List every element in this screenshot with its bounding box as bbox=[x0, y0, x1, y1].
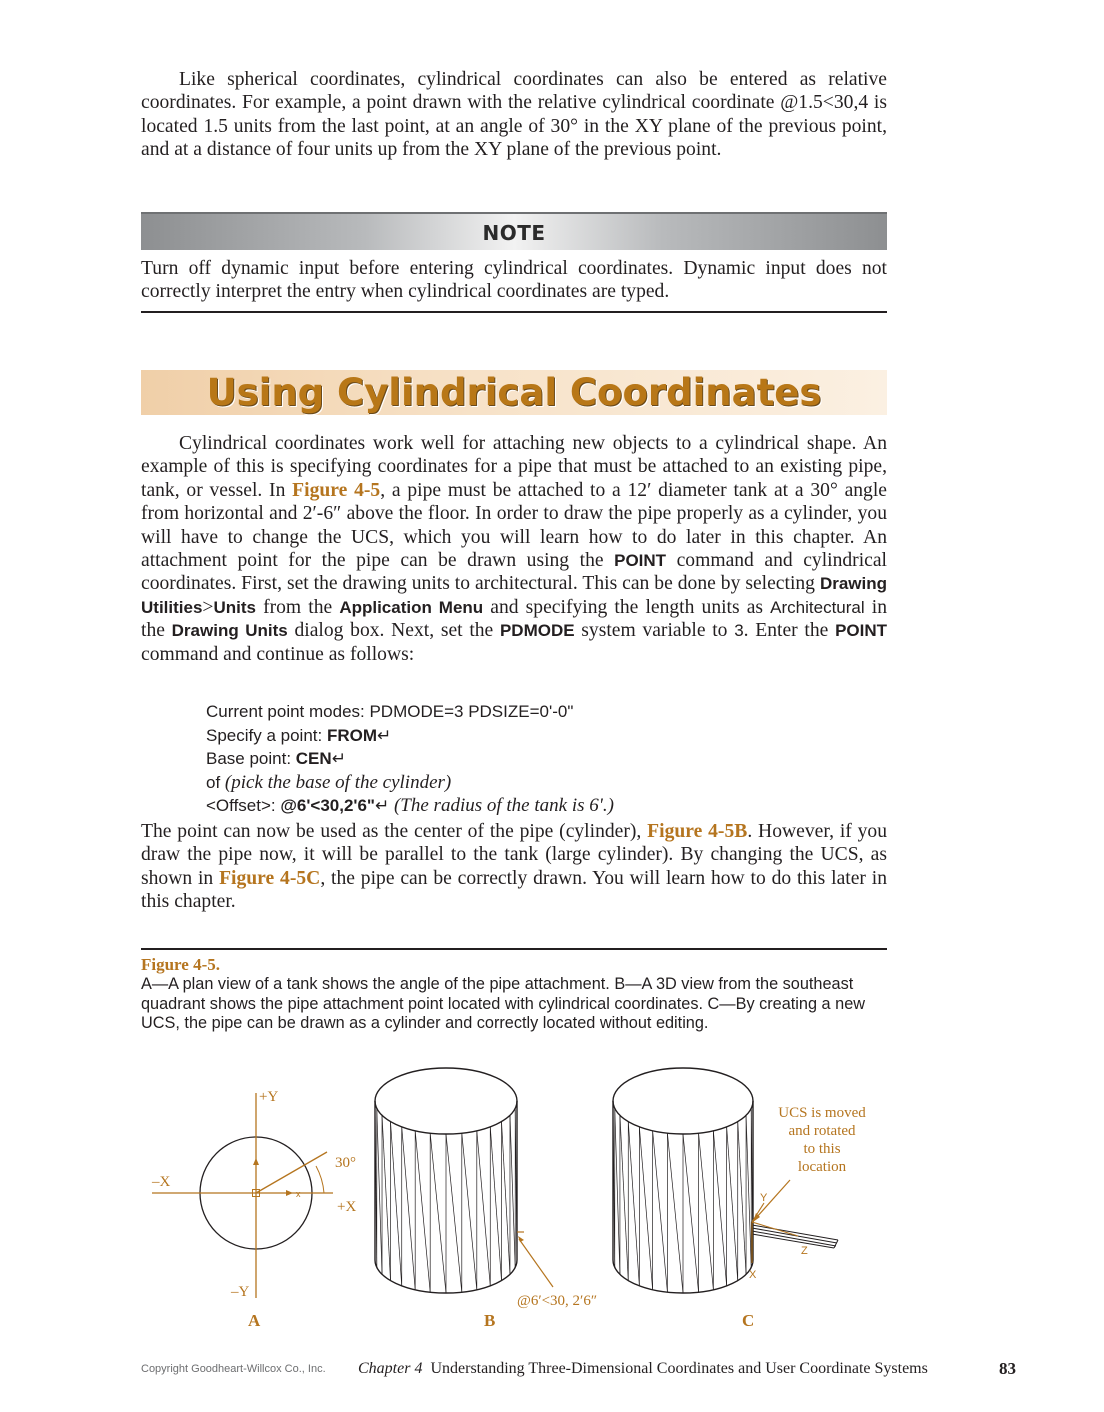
dialog-name: Drawing Units bbox=[171, 621, 288, 641]
user-input: @6'<30,2'6" bbox=[280, 796, 375, 815]
section-heading: Using Cylindrical Coordinates bbox=[206, 371, 822, 414]
tank-top-ellipse bbox=[375, 1068, 517, 1134]
chapter-title bbox=[358, 1360, 928, 1378]
prompt-text: <Offset>: bbox=[206, 796, 281, 815]
page-number: 83 bbox=[999, 1359, 1016, 1378]
angle-arc bbox=[316, 1166, 324, 1193]
body-text: , the pipe can be correctly drawn. You will learn how to do this later in this chapter. bbox=[141, 867, 887, 913]
body-text: command and continue as follows: bbox=[141, 643, 415, 665]
plus-y-label: +Y bbox=[259, 1089, 279, 1105]
user-input: CEN bbox=[295, 749, 332, 768]
panel-c-letter: C bbox=[742, 1311, 755, 1330]
figure-reference[interactable]: Figure 4-5C bbox=[219, 867, 321, 889]
minus-y-label: –Y bbox=[231, 1284, 250, 1300]
body-text: . However, if you draw the pipe now, it will be parallel to the tank (large cylinder). By changing the UCS, as shown in bbox=[141, 821, 888, 889]
enter-icon: ↵ bbox=[375, 796, 390, 815]
ucs-y-axis bbox=[752, 1203, 764, 1222]
pipe bbox=[752, 1225, 838, 1248]
tank-top-ellipse bbox=[613, 1068, 753, 1134]
menu-item: Drawing Utilities bbox=[141, 574, 887, 617]
ucs-x-label: X bbox=[749, 1269, 757, 1281]
body-text: system variable to bbox=[574, 620, 735, 642]
body-text: in the bbox=[141, 596, 887, 642]
callout-arrow-icon bbox=[518, 1236, 524, 1242]
variable-value: 3 bbox=[734, 621, 744, 641]
body-text: and specifying the length units as bbox=[483, 596, 771, 618]
figure-reference[interactable]: Figure 4-5B bbox=[647, 821, 748, 842]
panel-a-letter: A bbox=[248, 1311, 261, 1330]
minus-x-label: –X bbox=[152, 1174, 171, 1190]
chapter-number: Chapter 4 bbox=[358, 1360, 423, 1377]
copyright-text: Copyright Goodheart-Willcox Co., Inc. bbox=[141, 1363, 326, 1375]
menu-name: Application Menu bbox=[339, 597, 484, 617]
body-text: Cylindrical coordinates work well for attaching new objects to a cylindrical shape. An example of this is specifying coordinates for a pipe that must be attached to an existing pipe, tank, or vessel. In bbox=[141, 433, 887, 501]
body-text: . Enter the bbox=[743, 620, 836, 642]
ucs-z-label: Z bbox=[801, 1245, 808, 1257]
ucs-x-mark: x bbox=[296, 1189, 301, 1199]
note-text: Turn off dynamic input before entering cylindrical coordinates. Dynamic input does not correctly interpret the entry when cylindrical coordinates are typed. bbox=[141, 258, 887, 303]
intro-text: Like spherical coordinates, cylindrical coordinates can also be entered as relative coordinates. For example, a point drawn with the relative cylindrical coordinate @1.5<30,4 is located 1.5 units from the last point, at an angle of 30° in the XY plane of the previous point, and at a distance of four units up from the XY plane of the previous point. bbox=[141, 69, 887, 161]
callout-leader bbox=[519, 1239, 553, 1287]
prompt-text: Specify a point: bbox=[206, 725, 327, 745]
body-text: from the bbox=[255, 596, 340, 618]
body-text: , a pipe must be attached to a 12′ diameter tank at a 30° angle from horizontal and 2′-6″ above the floor. In order to draw the pipe properly as a cylinder, you will have to change the UCS, which you will learn how to do later in this chapter. An attachment point for the pipe can be drawn using the bbox=[141, 479, 887, 572]
body-text: command and cylindrical coordinates. First, set the drawing units to architectural. This can be done by selecting bbox=[141, 550, 887, 595]
instruction-note: (pick the base of the cylinder) bbox=[224, 771, 452, 793]
option-value: Architectural bbox=[770, 597, 865, 617]
ucs-callout-line4: location bbox=[797, 1159, 847, 1175]
instruction-note: (The radius of the tank is 6'.) bbox=[393, 795, 614, 816]
angle-label: 30° bbox=[335, 1155, 356, 1171]
panel-b-letter: B bbox=[484, 1311, 496, 1330]
ucs-y-arrow-icon bbox=[253, 1158, 259, 1165]
ucs-y-label: Y bbox=[760, 1192, 768, 1204]
tank-3d-c bbox=[613, 1068, 866, 1330]
chapter-name: Understanding Three-Dimensional Coordinates and User Coordinate Systems bbox=[430, 1360, 928, 1377]
plan-view-a bbox=[151, 1089, 356, 1330]
enter-icon: ↵ bbox=[377, 725, 392, 745]
body-text: dialog box. Next, set the bbox=[287, 620, 500, 642]
prompt-text: Base point: bbox=[206, 749, 296, 768]
ucs-callout-line3: to this bbox=[803, 1141, 841, 1157]
ucs-callout-line1: UCS is moved bbox=[778, 1105, 866, 1121]
page-footer bbox=[141, 1360, 1021, 1380]
prompt-text: Current point modes: PDMODE=3 PDSIZE=0'-0" bbox=[206, 702, 574, 721]
menu-separator: > bbox=[202, 596, 214, 618]
variable-name: PDMODE bbox=[499, 621, 575, 641]
body-text: The point can now be used as the center of the pipe (cylinder), bbox=[141, 821, 648, 842]
menu-item: Units bbox=[213, 597, 256, 617]
angle-line bbox=[256, 1152, 327, 1193]
ucs-x-arrow-icon bbox=[286, 1190, 293, 1196]
user-input: FROM bbox=[326, 725, 378, 745]
enter-icon: ↵ bbox=[331, 749, 346, 768]
note-title: NOTE bbox=[482, 221, 546, 245]
prompt-text: of bbox=[206, 772, 225, 792]
tank-3d-b bbox=[375, 1068, 597, 1330]
figure-label: Figure 4-5. bbox=[141, 955, 221, 974]
plus-x-label: +X bbox=[337, 1199, 357, 1215]
ucs-callout-line2: and rotated bbox=[788, 1123, 856, 1139]
attachment-coordinate-label: @6′<30, 2′6″ bbox=[517, 1293, 598, 1309]
command-name: POINT bbox=[614, 551, 667, 571]
figure-caption: A—A plan view of a tank shows the angle of the pipe attachment. B—A 3D view from the southeast quadrant shows the pipe attachment point located with cylindrical coordinates. C—By creating a new UCS, the pipe can be drawn as a cylinder and correctly located without editing. bbox=[141, 975, 866, 1032]
command-name: POINT bbox=[835, 621, 888, 641]
figure-reference[interactable]: Figure 4-5 bbox=[292, 479, 381, 501]
